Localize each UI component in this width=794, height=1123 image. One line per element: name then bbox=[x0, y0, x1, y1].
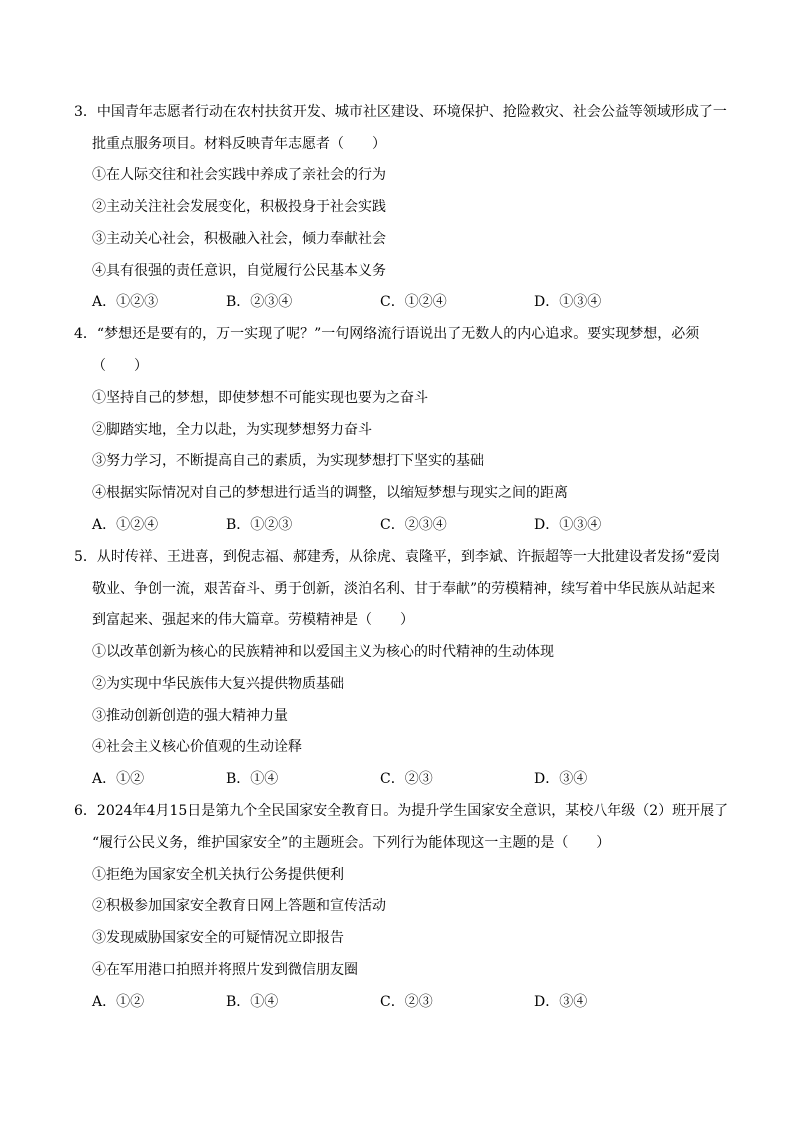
question-5-choice-b: B．①④ bbox=[226, 771, 279, 787]
question-3-option-4: ④具有很强的责任意识，自觉履行公民基本义务 bbox=[92, 263, 386, 279]
question-6-choice-a: A．①② bbox=[92, 994, 145, 1010]
question-3-choice-a: A．①②③ bbox=[92, 294, 159, 310]
question-5-option-1: ①以改革创新为核心的民族精神和以爱国主义为核心的时代精神的生动体现 bbox=[92, 644, 554, 660]
question-4-option-4: ④根据实际情况对自己的梦想进行适当的调整，以缩短梦想与现实之间的距离 bbox=[92, 485, 568, 501]
question-4-option-3: ③努力学习，不断提高自己的素质，为实现梦想打下坚实的基础 bbox=[92, 453, 484, 469]
question-3-option-3: ③主动关心社会，积极融入社会，倾力奉献社会 bbox=[92, 231, 386, 247]
question-3-choice-c: C．①②④ bbox=[380, 294, 447, 310]
question-4-stem-line-1: 4．“梦想还是要有的，万一实现了呢？”一句网络流行语说出了无数人的内心追求。要实现梦想，必须 bbox=[74, 326, 700, 342]
question-3-option-1: ①在人际交往和社会实践中养成了亲社会的行为 bbox=[92, 167, 386, 183]
question-4-option-2: ②脚踏实地，全力以赴，为实现梦想努力奋斗 bbox=[92, 422, 372, 438]
question-5-stem-line-1: 5．从时传祥、王进喜，到倪志福、郝建秀，从徐虎、袁隆平，到李斌、许振超等一大批建设者发扬“爱岗 bbox=[74, 549, 721, 565]
question-5-option-4: ④社会主义核心价值观的生动诠释 bbox=[92, 739, 302, 755]
question-6-stem-line-1: 6．2024年4月15日是第九个全民国家安全教育日。为提升学生国家安全意识，某校八年级（2）班开展了 bbox=[74, 803, 729, 819]
question-4-stem-line-2: （ ） bbox=[92, 358, 148, 374]
question-6-option-4: ④在军用港口拍照并将照片发到微信朋友圈 bbox=[92, 962, 358, 978]
question-3-choice-d: D．①③④ bbox=[534, 294, 602, 310]
question-5-option-3: ③推动创新创造的强大精神力量 bbox=[92, 708, 288, 724]
question-5-stem-line-3: 到富起来、强起来的伟大篇章。劳模精神是（ ） bbox=[92, 612, 414, 628]
question-3-stem-line-1: 3．中国青年志愿者行动在农村扶贫开发、城市社区建设、环境保护、抢险救灾、社会公益等领域形成了一 bbox=[74, 104, 727, 120]
question-3-choice-b: B．②③④ bbox=[226, 294, 293, 310]
question-5-choice-a: A．①② bbox=[92, 771, 145, 787]
question-6-option-2: ②积极参加国家安全教育日网上答题和宣传活动 bbox=[92, 898, 386, 914]
question-4-choice-c: C．②③④ bbox=[380, 517, 447, 533]
question-5-choice-d: D．③④ bbox=[534, 771, 588, 787]
question-6-choice-c: C．②③ bbox=[380, 994, 433, 1010]
question-4-option-1: ①坚持自己的梦想，即使梦想不可能实现也要为之奋斗 bbox=[92, 390, 428, 406]
question-5-choice-c: C．②③ bbox=[380, 771, 433, 787]
question-6-stem-line-2: “履行公民义务，维护国家安全”的主题班会。下列行为能体现这一主题的是（ ） bbox=[92, 835, 611, 851]
question-4-choice-b: B．①②③ bbox=[226, 517, 293, 533]
question-5-option-2: ②为实现中华民族伟大复兴提供物质基础 bbox=[92, 676, 344, 692]
question-6-choice-d: D．③④ bbox=[534, 994, 588, 1010]
question-3-option-2: ②主动关注社会发展变化，积极投身于社会实践 bbox=[92, 199, 386, 215]
question-6-option-3: ③发现威胁国家安全的可疑情况立即报告 bbox=[92, 930, 344, 946]
question-4-choice-a: A．①②④ bbox=[92, 517, 159, 533]
question-6-option-1: ①拒绝为国家安全机关执行公务提供便利 bbox=[92, 867, 344, 883]
question-6-choice-b: B．①④ bbox=[226, 994, 279, 1010]
question-4-choice-d: D．①③④ bbox=[534, 517, 602, 533]
question-3-stem-line-2: 批重点服务项目。材料反映青年志愿者（ ） bbox=[92, 136, 386, 152]
question-5-stem-line-2: 敬业、争创一流，艰苦奋斗、勇于创新，淡泊名利、甘于奉献”的劳模精神，续写着中华民族从站起来 bbox=[92, 581, 716, 597]
